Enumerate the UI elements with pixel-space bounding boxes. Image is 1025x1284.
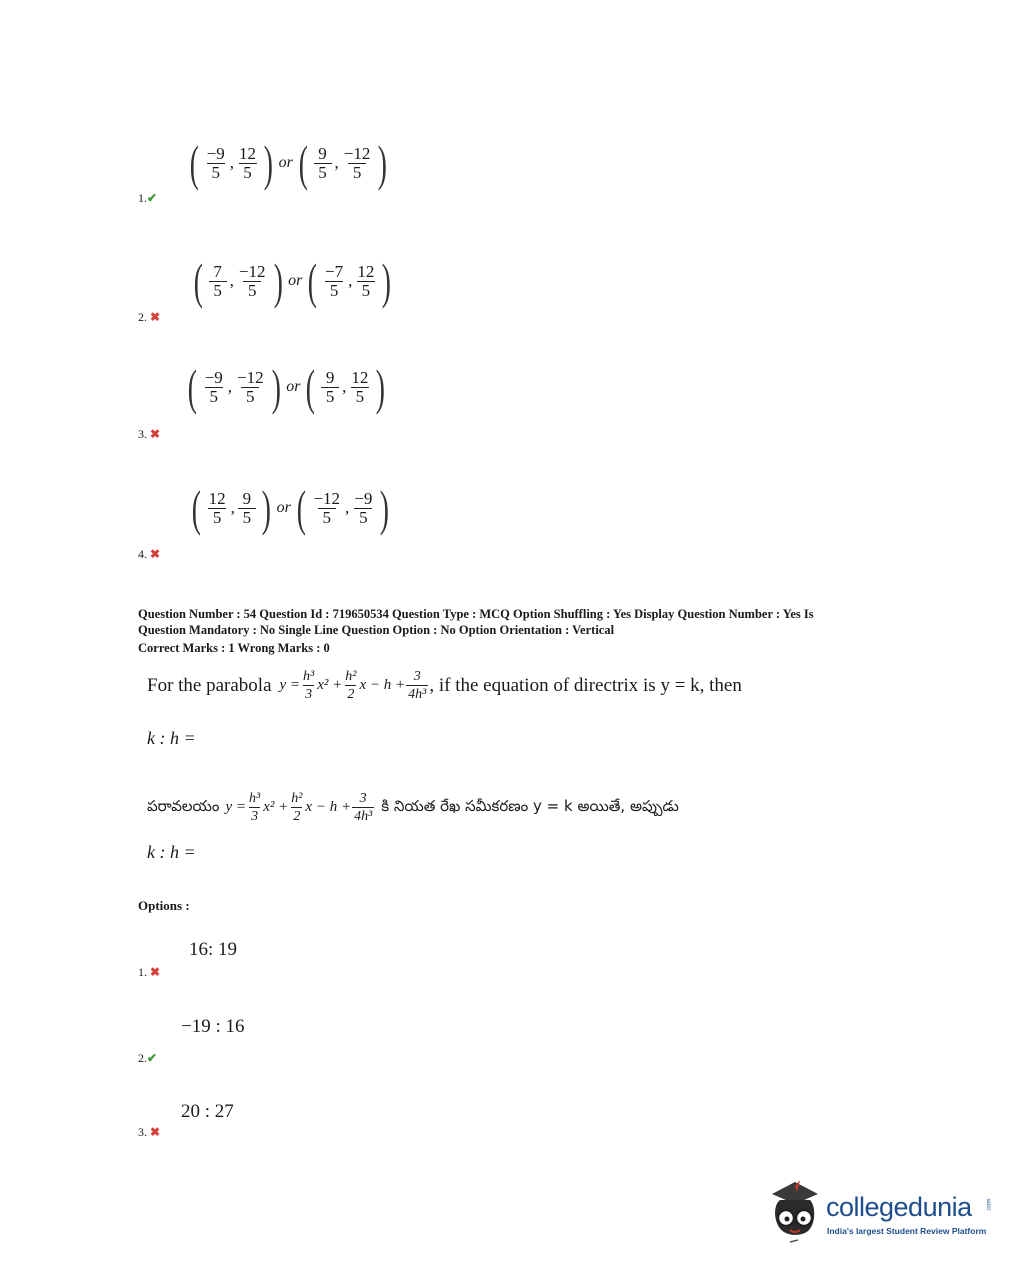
- correct-check-icon: ✔: [147, 191, 158, 205]
- prev-option-3-expression: ( $\frac{-9}{5}$ , $\frac{-12}{5}$ ) or ( $\frac{9}{5}$ , $\frac{12}{5}$ ): [187, 359, 386, 415]
- option-2-text: −19 : 16: [181, 1016, 245, 1037]
- prev-option-4-label: 4. ✖: [138, 547, 161, 561]
- prev-option-3-label: 3. ✖: [138, 427, 161, 441]
- option-3-label: 3. ✖: [138, 1125, 161, 1139]
- wrong-cross-icon: ✖: [150, 310, 161, 324]
- question-text-telugu: పరావలయం y = $\frac{\text{h³}}{3}$ x² + $\frac{\text{h²}}{2}$ x − h + $\frac{3}{\text{4h³}}$ కి నియత రేఖ సమీకరణం y = k అయితే, అప్పుడు: [147, 791, 679, 824]
- prev-option-2-expression: ( $\frac{7}{5}$ , $\frac{-12}{5}$ ) or ( $\frac{-7}{5}$ , $\frac{12}{5}$ ): [193, 253, 392, 309]
- wrong-cross-icon: ✖: [150, 547, 161, 561]
- option-1-text: 16: 19: [189, 939, 238, 960]
- logo-tagline: India's largest Student Review Platform: [827, 1226, 987, 1236]
- wrong-cross-icon: ✖: [150, 427, 161, 441]
- question-marks-line: Correct Marks : 1 Wrong Marks : 0: [138, 641, 330, 655]
- options-label: Options :: [138, 898, 190, 913]
- mascot-icon: [766, 1178, 824, 1244]
- prev-option-4-expression: ( $\frac{12}{5}$ , $\frac{9}{5}$ ) or ( $\frac{-12}{5}$ , $\frac{-9}{5}$ ): [191, 480, 390, 536]
- question-meta: [138, 606, 898, 656]
- wrong-cross-icon: ✖: [150, 1125, 161, 1139]
- ratio-label-english: k : h =: [147, 728, 196, 748]
- logo-domain-suffix: .com: [986, 1198, 993, 1212]
- prev-option-1-expression: ( $\frac{-9}{5}$ , $\frac{12}{5}$ ) or ( $\frac{9}{5}$ , $\frac{-12}{5}$ ): [189, 135, 388, 191]
- question-meta-line-2: Question Mandatory : No Single Line Question Option : No Option Orientation : Vertical: [138, 623, 615, 637]
- correct-check-icon: ✔: [147, 1051, 158, 1065]
- wrong-cross-icon: ✖: [150, 965, 161, 979]
- option-3-text: 20 : 27: [181, 1101, 234, 1122]
- logo-wordmark: collegedunia: [826, 1192, 972, 1222]
- option-1-label: 1. ✖: [138, 965, 161, 979]
- option-2-label: 2.✔: [138, 1051, 158, 1065]
- question-meta-line-1: Question Number : 54 Question Id : 719650534 Question Type : MCQ Option Shuffling : Yes Display Question Number : Yes Is: [138, 607, 814, 621]
- question-text-english: For the parabola y = $\frac{\text{h³}}{3}$ x² + $\frac{\text{h²}}{2}$ x − h + $\frac{3}{\text{4h³}}$ , if the equation of directrix is y = k, then: [147, 669, 742, 702]
- prev-option-1-label: 1.✔: [138, 191, 158, 205]
- collegedunia-logo: [766, 1178, 996, 1248]
- prev-option-2-label: 2. ✖: [138, 310, 161, 324]
- ratio-label-telugu: k : h =: [147, 842, 196, 862]
